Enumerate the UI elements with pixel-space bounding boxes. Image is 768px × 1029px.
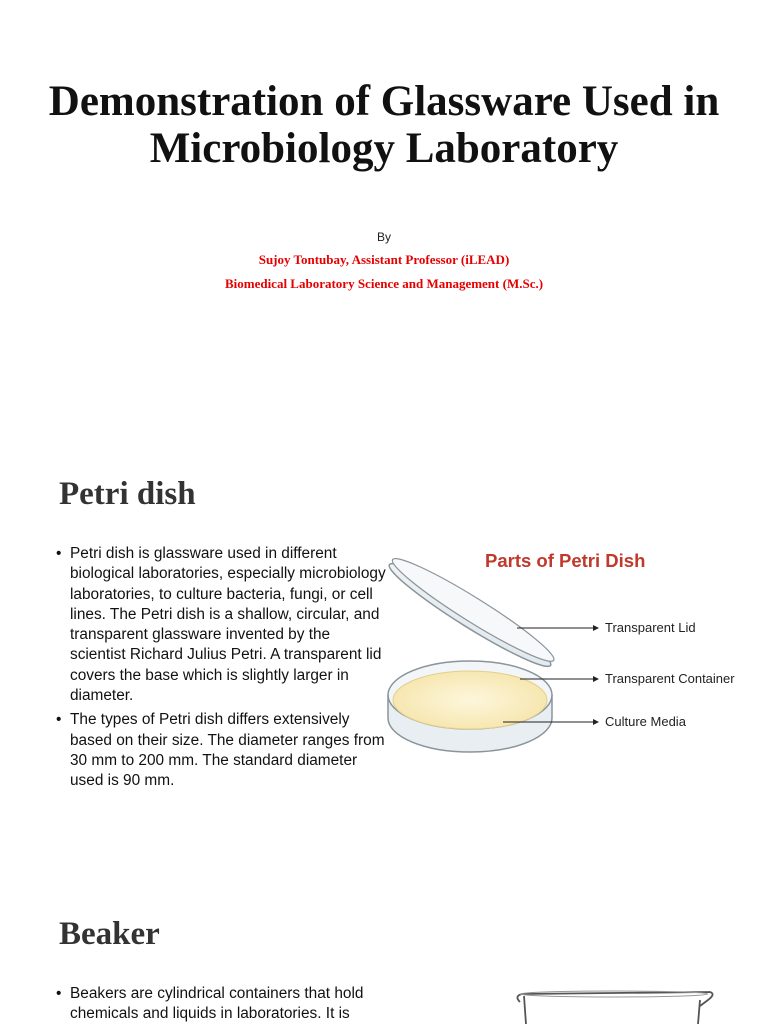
bullet-text: Petri dish is glassware used in different biological laboratories, especially microbiology laboratories, to culture bacteria, fungi, or cell lines. The Petri dish is a shallow, circular, and transparent glassware invented by the scientist Richard Julius Petri. A transparent lid covers the base which is slightly larger in diameter.: [70, 545, 386, 705]
culture-media-icon: [393, 671, 547, 729]
bullet-item: [56, 544, 386, 706]
program-name: Biomedical Laboratory Science and Management (M.Sc.): [224, 276, 544, 291]
label-transparent-lid: Transparent Lid: [605, 620, 696, 635]
petri-dish-slide: [0, 440, 768, 880]
beaker-heading: Beaker: [59, 916, 160, 952]
petri-dish-bullets: [56, 544, 386, 796]
beaker-slide: [0, 880, 768, 1024]
petri-container-icon: [388, 661, 552, 752]
label-culture-media: Culture Media: [605, 714, 686, 729]
bullet-icon: •: [56, 545, 62, 562]
diagram-title: Parts of Petri Dish: [485, 550, 646, 571]
author-name: Sujoy Tontubay, Assistant Professor (iLEAD): [258, 252, 510, 267]
presentation-title: Demonstration of Glassware Used in Microbiology Laboratory: [48, 78, 720, 172]
bullet-item: [56, 984, 401, 1025]
bullet-text: Beakers are cylindrical containers that hold chemicals and liquids in laboratories. It is: [70, 985, 364, 1023]
bullet-text: The types of Petri dish differs extensively based on their size. The diameter ranges from 30 mm to 200 mm. The standard diameter used is 90 mm.: [70, 711, 385, 790]
label-transparent-container: Transparent Container: [605, 671, 735, 686]
title-slide: [0, 0, 768, 440]
petri-dish-illustration: [385, 540, 745, 780]
beaker-icon: [510, 980, 720, 1024]
by-label: By: [376, 230, 391, 244]
bullet-item: [56, 710, 386, 791]
petri-dish-heading: Petri dish: [59, 476, 196, 512]
bullet-icon: •: [56, 711, 62, 729]
bullet-icon: •: [56, 985, 62, 1002]
beaker-bullets: [56, 984, 401, 1029]
petri-dish-diagram: [385, 540, 745, 780]
